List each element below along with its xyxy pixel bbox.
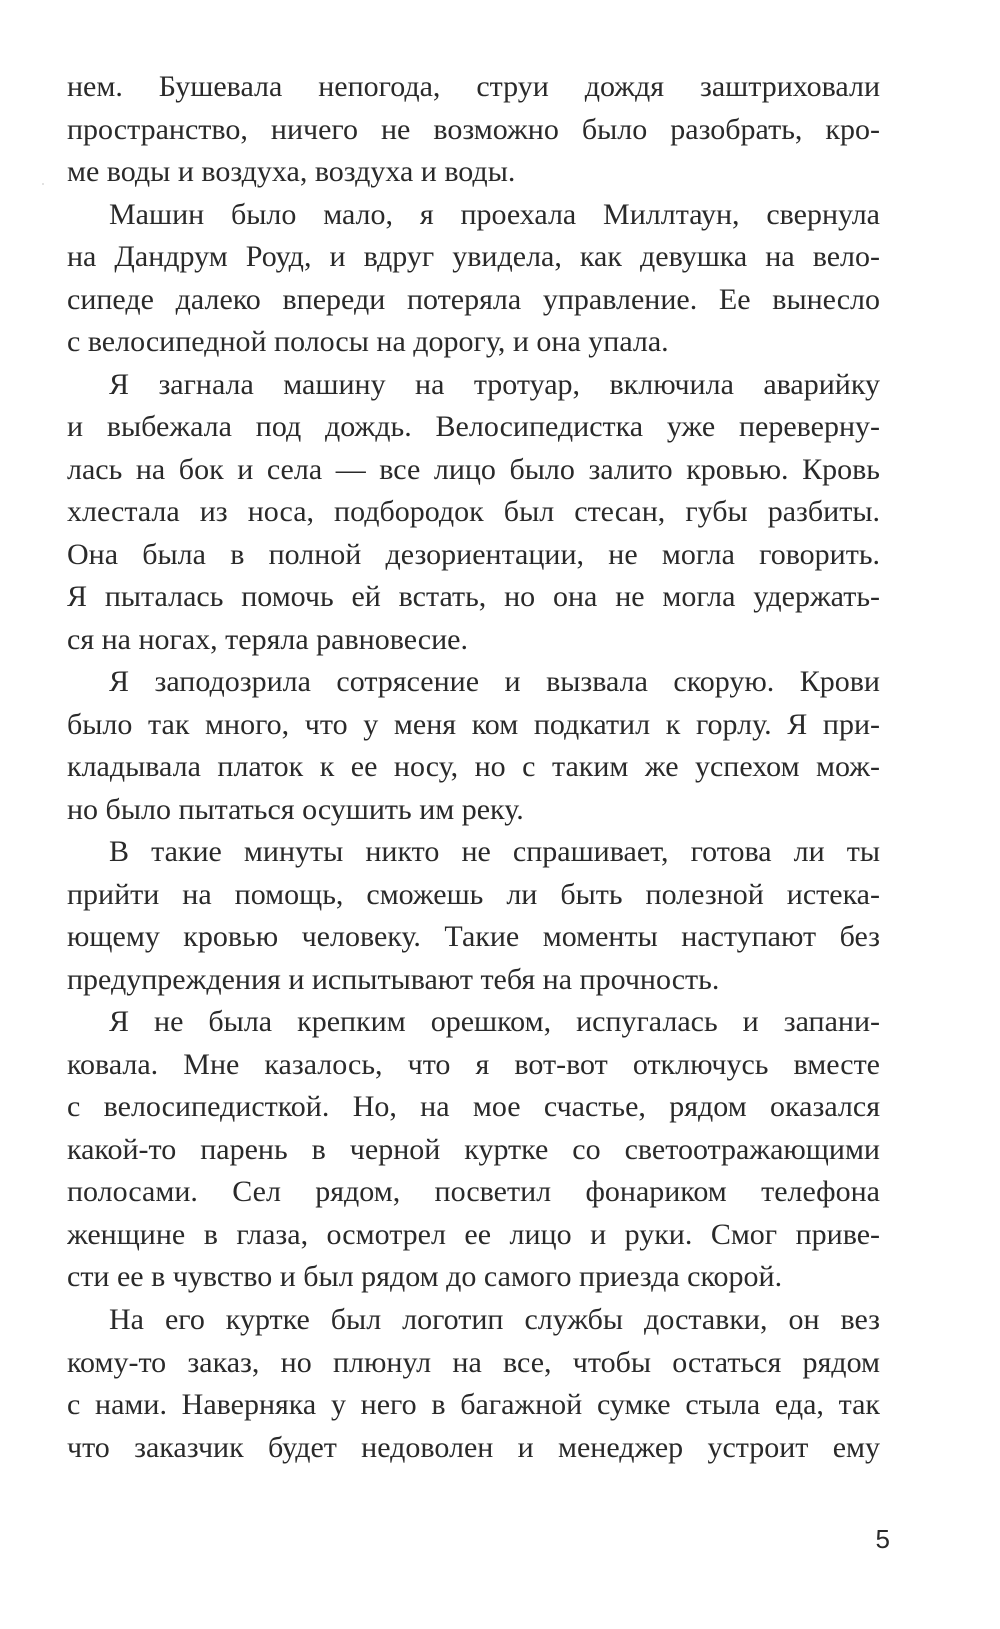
text-line: было так много, что у меня ком подкатил к горлу. Я при- (67, 707, 880, 741)
page-number: 5 (875, 1524, 890, 1554)
text-line: что заказчик будет недоволен и менеджер устроит ему (67, 1430, 880, 1464)
text-line: и выбежала под дождь. Велосипедистка уже переверну- (67, 410, 880, 444)
text-line: Я загнала машину на тротуар, включила аварийку (109, 367, 880, 401)
paragraph (67, 831, 880, 1001)
paper-speck (42, 183, 44, 185)
text-line: кладывала платок к ее носу, но с таким же успехом мож- (67, 750, 880, 784)
text-line: кому-то заказ, но плюнул на все, чтобы остаться рядом (67, 1345, 880, 1379)
text-line: В такие минуты никто не спрашивает, готова ли ты (109, 835, 880, 869)
body-text (67, 66, 880, 1469)
text-line: нем. Бушевала непогода, струи дождя заштриховали (67, 70, 880, 103)
text-line: полосами. Сел рядом, посветил фонариком телефона (67, 1175, 880, 1209)
text-line: на Дандрум Роуд, и вдруг увидела, как девушка на вело- (67, 240, 880, 274)
paragraph (67, 661, 880, 831)
text-line: сти ее в чувство и был рядом до самого приезда скорой. (67, 1260, 783, 1294)
text-line: ющему кровью человеку. Такие моменты наступают без (67, 920, 880, 954)
text-line: ся на ногах, теряла равновесие. (67, 622, 468, 656)
text-line: какой-то парень в черной куртке со светоотражающими (67, 1132, 880, 1166)
text-line: сипеде далеко впереди потеряла управление. Ее вынесло (67, 282, 880, 316)
text-line: ме воды и воздуха, воздуха и воды. (67, 155, 516, 188)
text-line: с велосипедисткой. Но, на мое счастье, рядом оказался (67, 1090, 880, 1124)
text-line: женщине в глаза, осмотрел ее лицо и руки. Смог приве- (67, 1217, 880, 1251)
text-line: лась на бок и села — все лицо было залито кровью. Кровь (67, 452, 880, 486)
text-line: Я не была крепким орешком, испугалась и запани- (109, 1005, 880, 1039)
text-line: Машин было мало, я проехала Миллтаун, свернула (109, 197, 880, 231)
paragraph (67, 194, 880, 364)
text-line: предупреждения и испытывают тебя на прочность. (67, 962, 720, 996)
text-line: с велосипедной полосы на дорогу, и она упала. (67, 325, 669, 359)
paragraph (67, 1299, 880, 1469)
text-line: пространство, ничего не возможно было разобрать, кро- (67, 112, 880, 146)
text-line: Она была в полной дезориентации, не могла говорить. (67, 537, 880, 571)
text-line: Я пыталась помочь ей встать, но она не могла удержать- (67, 580, 880, 614)
text-line: ковала. Мне казалось, что я вот-вот отключусь вместе (67, 1047, 880, 1081)
text-line: хлестала из носа, подбородок был стесан, губы разбиты. (67, 495, 880, 529)
paragraph (67, 364, 880, 662)
paragraph (67, 66, 880, 194)
text-line: На его куртке был логотип службы доставки, он вез (109, 1303, 880, 1337)
text-line: Я заподозрила сотрясение и вызвала скорую. Крови (109, 665, 880, 699)
text-line: с нами. Наверняка у него в багажной сумке стыла еда, так (67, 1388, 880, 1422)
paragraph (67, 1001, 880, 1299)
text-line: но было пытаться осушить им реку. (67, 792, 524, 826)
text-line: прийти на помощь, сможешь ли быть полезной истека- (67, 877, 880, 911)
